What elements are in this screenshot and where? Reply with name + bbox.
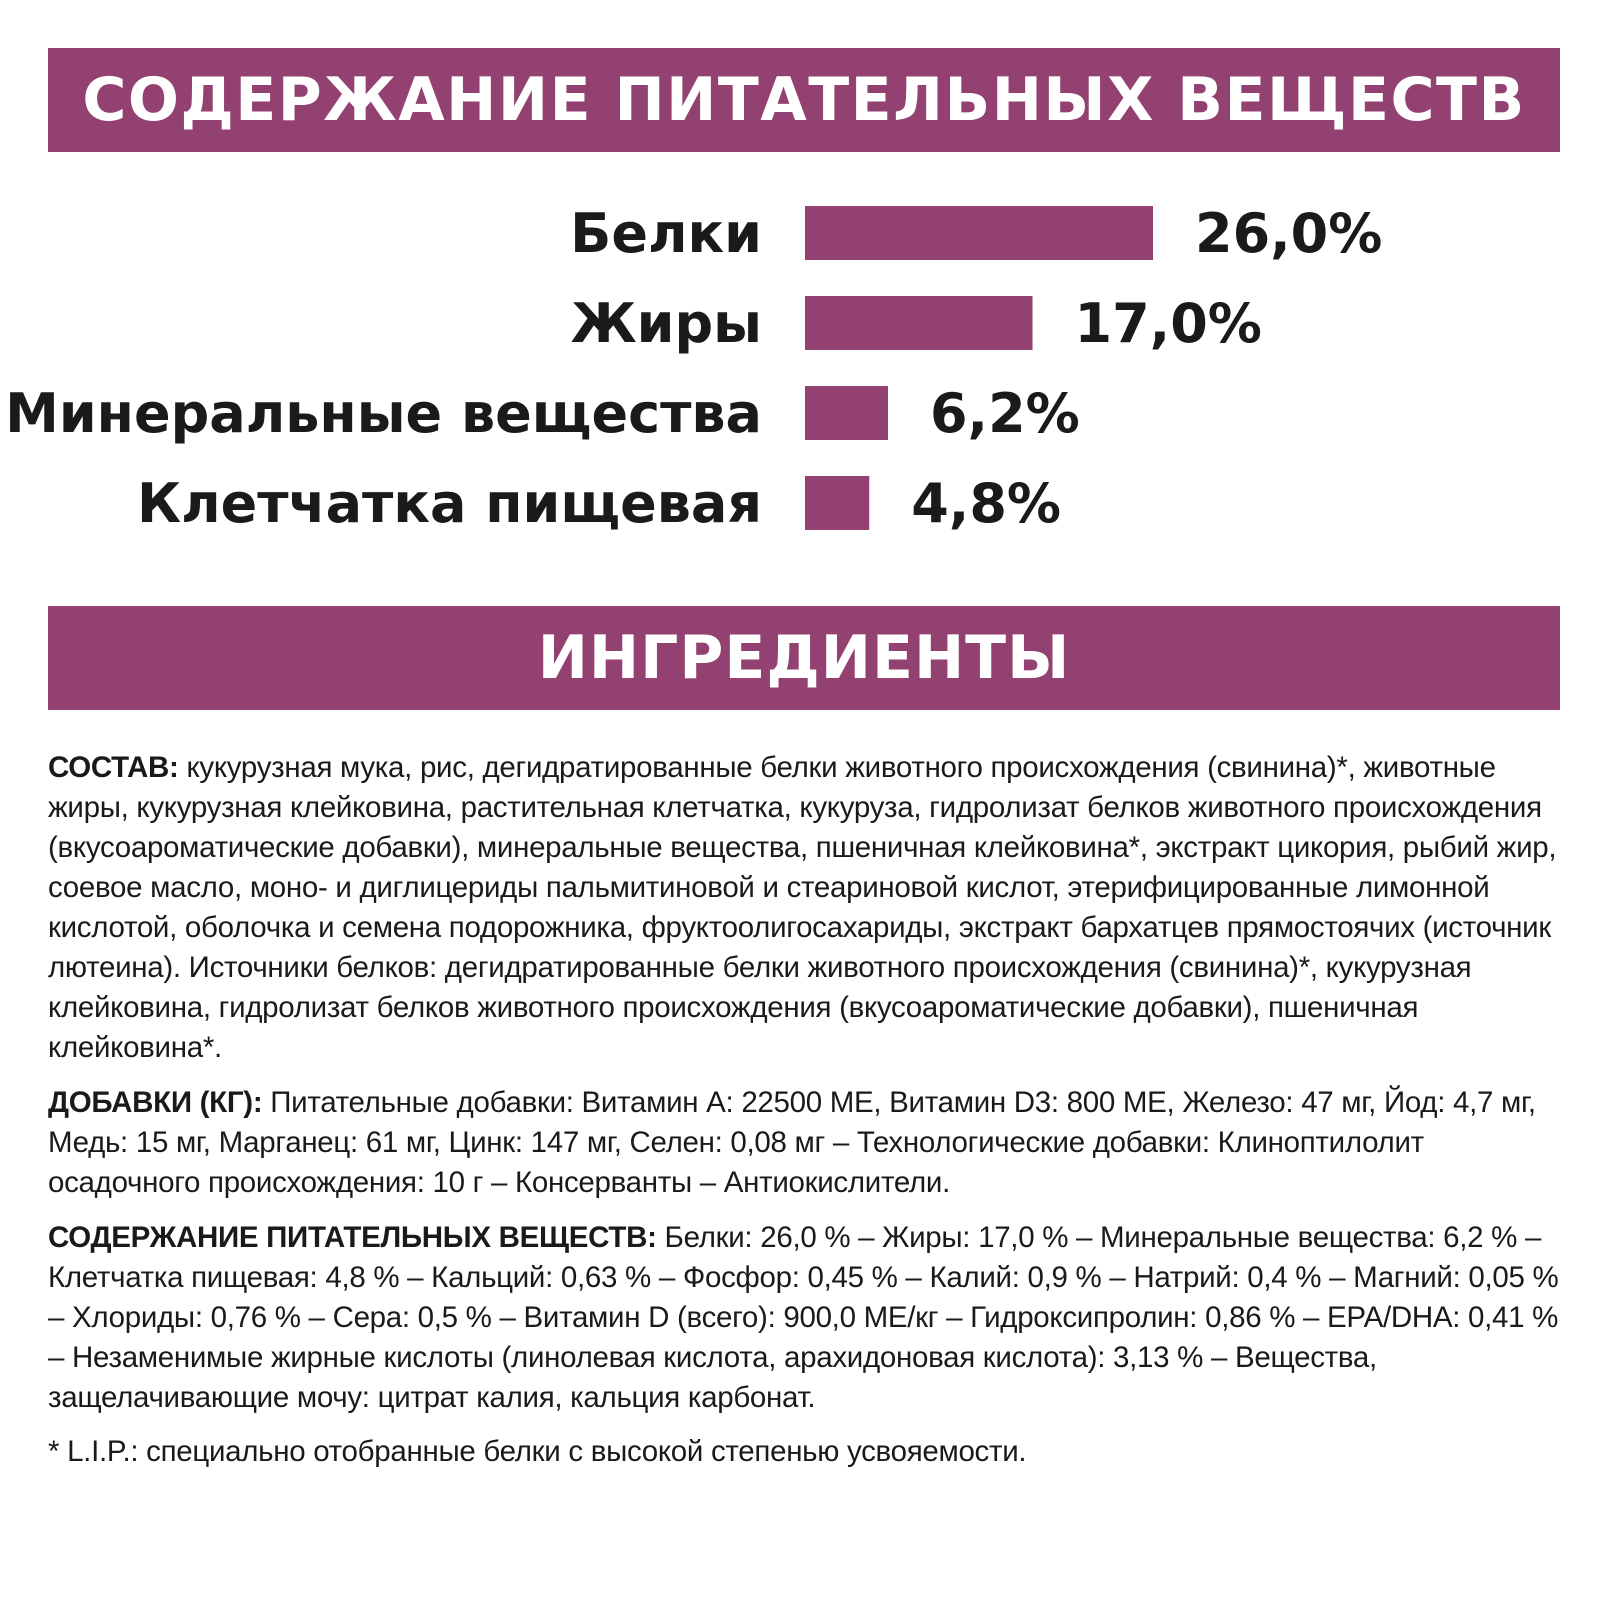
composition-paragraph (48, 748, 1563, 1068)
category-label: Белки (570, 202, 762, 265)
nutrients-banner: СОДЕРЖАНИЕ ПИТАТЕЛЬНЫХ ВЕЩЕСТВ (48, 48, 1560, 152)
additives-label: ДОБАВКИ (КГ): (48, 1086, 263, 1119)
nutrient-bar-chart (0, 180, 1600, 550)
category-label: Жиры (570, 292, 762, 355)
footnote: * L.I.P.: специально отобранные белки с высокой степенью усвояемости. (48, 1435, 1027, 1468)
category-label: Минеральные вещества (5, 382, 762, 445)
additives-paragraph (48, 1083, 1563, 1203)
value-label: 17,0% (1074, 292, 1262, 355)
value-label: 4,8% (911, 472, 1062, 535)
category-label: Клетчатка пищевая (136, 472, 762, 535)
bar (805, 296, 1033, 350)
bar (805, 206, 1153, 260)
ingredients-banner: ИНГРЕДИЕНТЫ (48, 606, 1560, 710)
composition-label: СОСТАВ: (48, 751, 179, 784)
nutrient-content-text: Белки: 26,0 % – Жиры: 17,0 % – Минеральные вещества: 6,2 % – Клетчатка пищевая: 4,8 % – Кальций: 0,63 % – Фосфор: 0,45 % – Калий: 0,9 % – Натрий: 0,4 % – Магний: 0,05 % – Хлориды: 0,76 % – Сера: 0,5 % – Витамин D (всего): 900,0 МЕ/кг – Гидроксипролин: 0,86 % – EPA/DHA: 0,41 % – Незаменимые жирные кислоты (линолевая кислота, арахидоновая кислота): 3,13 % – Вещества, защелачивающие мочу: цитрат калия, кальция карбонат. (48, 1221, 1559, 1414)
bar (805, 476, 869, 530)
value-label: 6,2% (929, 382, 1080, 445)
nutrient-content-paragraph (48, 1218, 1563, 1418)
value-label: 26,0% (1195, 202, 1383, 265)
additives-text: Питательные добавки: Витамин А: 22500 МЕ, Витамин D3: 800 МЕ, Железо: 47 мг, Йод: 4,7 мг, Медь: 15 мг, Марганец: 61 мг, Цинк: 147 мг, Селен: 0,08 мг – Технологические добавки: Клиноптилолит осадочного происхождения: 10 г – Консерванты – Антиокислители. (48, 1086, 1536, 1199)
bar (805, 386, 888, 440)
composition-text: кукурузная мука, рис, дегидратированные белки животного происхождения (свинина)*, животные жиры, кукурузная клейковина, растительная клетчатка, кукуруза, гидролизат белков животного происхождения (вкусоароматические добавки), минеральные вещества, пшеничная клейковина*, экстракт цикория, рыбий жир, соевое масло, моно- и диглицериды пальмитиновой и стеариновой кислот, этерифицированные лимонной кислотой, оболочка и семена подорожника, фруктоолигосахариды, экстракт бархатцев прямостоячих (источник лютеина). Источники белков: дегидратированные белки животного происхождения (свинина)*, кукурузная клейковина, гидролизат белков животного происхождения (вкусоароматические добавки), пшеничная клейковина*. (48, 751, 1557, 1064)
nutrient-content-label: СОДЕРЖАНИЕ ПИТАТЕЛЬНЫХ ВЕЩЕСТВ: (48, 1221, 657, 1254)
